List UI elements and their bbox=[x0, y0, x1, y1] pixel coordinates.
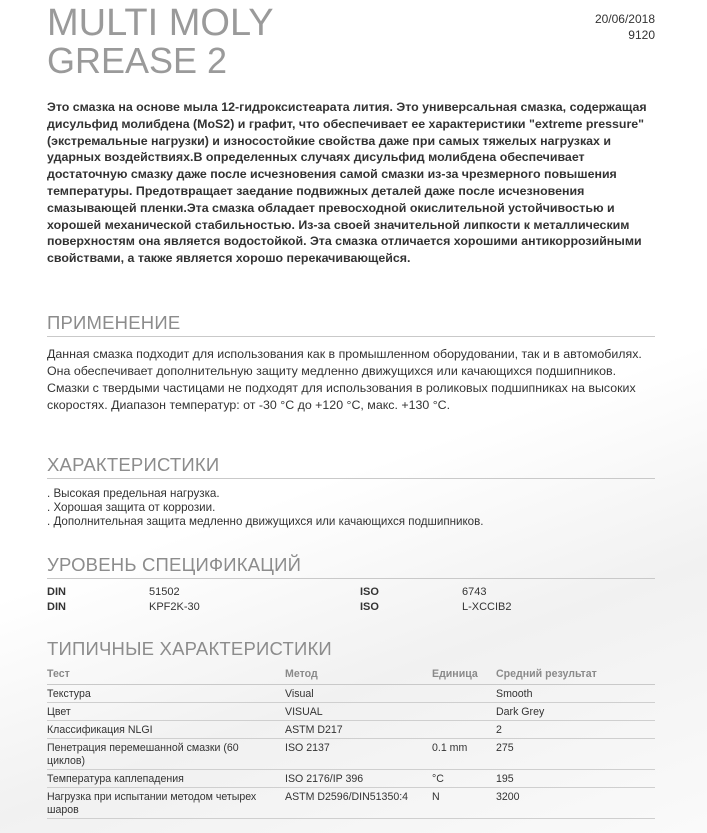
cell-result: 275 bbox=[496, 742, 514, 754]
section-title-specs: УРОВЕНЬ СПЕЦИФИКАЦИЙ bbox=[47, 554, 302, 575]
product-title-line2: GREASE 2 bbox=[47, 40, 228, 81]
table-header bbox=[47, 666, 655, 685]
cell-method: ASTM D217 bbox=[285, 724, 343, 736]
spec-standard: ISO bbox=[360, 586, 379, 598]
document-code: 9120 bbox=[628, 28, 655, 42]
header-test: Тест bbox=[47, 668, 70, 680]
spec-value: 51502 bbox=[149, 586, 180, 598]
cell-test: Нагрузка при испытании методом четырех шаров bbox=[47, 791, 257, 816]
header-method: Метод bbox=[285, 668, 318, 680]
feature-item: . Хорошая защита от коррозии. bbox=[47, 501, 216, 515]
cell-method: ISO 2137 bbox=[285, 742, 330, 754]
spec-row bbox=[47, 585, 655, 600]
cell-result: 3200 bbox=[496, 791, 520, 803]
cell-test: Текстура bbox=[47, 688, 91, 700]
cell-result: Smooth bbox=[496, 688, 533, 700]
spec-value: L-XCCIB2 bbox=[462, 600, 512, 613]
spec-standard: DIN bbox=[47, 600, 66, 613]
cell-method: Visual bbox=[285, 688, 314, 700]
section-divider bbox=[47, 336, 655, 337]
section-title-application: ПРИМЕНЕНИЕ bbox=[47, 312, 181, 333]
cell-result: 2 bbox=[496, 724, 502, 736]
table-row bbox=[47, 739, 655, 770]
section-title-typical: ТИПИЧНЫЕ ХАРАКТЕРИСТИКИ bbox=[47, 638, 332, 659]
spec-table bbox=[47, 585, 655, 614]
intro-paragraph: Это смазка на основе мыла 12-гидроксистеарата лития. Это универсальная смазка, содержащая дисульфид молибдена (MoS2) и графит, что обеспечивает ее характеристики "extreme pressure" (экстремальные нагрузки) и износостойкие свойства даже при самых тяжелых нагрузках и ударных воздействиях.В определенных случаях дисульфид молибдена обеспечивает достаточную смазку даже после исчезновения самой смазки из-за чрезмерного повышения температуры. Предотвращает заедание подвижных деталей даже после исчезновения смазывающей пленки.Эта смазка обладает превосходной окислительной устойчивостью и хорошей механической стабильностью. Из-за своей значительной липкости к металлическим поверхностям она является водостойкой. Эта смазка отличается хорошими антикоррозийными свойствами, а также является хорошо перекачивающейся. bbox=[47, 100, 647, 266]
table-row bbox=[47, 685, 655, 703]
section-divider bbox=[47, 578, 655, 579]
cell-result: Dark Grey bbox=[496, 706, 545, 718]
cell-method: ISO 2176/IP 396 bbox=[285, 773, 364, 785]
product-title bbox=[47, 4, 274, 80]
feature-item: . Высокая предельная нагрузка. bbox=[47, 487, 220, 500]
document-date: 20/06/2018 bbox=[594, 12, 655, 26]
cell-unit: °C bbox=[432, 773, 444, 785]
header-result: Средний результат bbox=[496, 668, 597, 680]
product-title-line1: MULTI MOLY bbox=[47, 2, 274, 44]
cell-test: Температура каплепадения bbox=[47, 773, 184, 785]
cell-method: ASTM D2596/DIN51350:4 bbox=[285, 791, 409, 803]
document-meta bbox=[595, 11, 655, 43]
cell-test: Пенетрация перемешанной смазки (60 циклов) bbox=[47, 742, 239, 767]
table-row bbox=[47, 721, 655, 739]
typical-table bbox=[47, 666, 655, 819]
table-row bbox=[47, 788, 655, 819]
spec-row bbox=[47, 600, 655, 615]
table-row bbox=[47, 770, 655, 788]
cell-test: Классификация NLGI bbox=[47, 724, 153, 736]
application-text: Данная смазка подходит для использования как в промышленном оборудовании, так и в автомобилях. Она обеспечивает дополнительную защиту медленно движущихся или качающихся подшипников. Смазки с твердыми частицами не подходят для использования в роликовых подшипниках на высоких скоростях. Диапазон температур: от -30 °C до +120 °C, макс. +130 °C. bbox=[47, 347, 642, 412]
header-unit: Единица bbox=[432, 668, 478, 680]
cell-result: 195 bbox=[496, 773, 514, 785]
table-row bbox=[47, 703, 655, 721]
feature-item: . Дополнительная защита медленно движущихся или качающихся подшипников. bbox=[47, 515, 484, 529]
cell-unit: 0.1 mm bbox=[432, 742, 468, 754]
spec-standard: DIN bbox=[47, 586, 66, 598]
cell-test: Цвет bbox=[47, 706, 71, 718]
spec-value: 6743 bbox=[462, 586, 487, 598]
section-title-features: ХАРАКТЕРИСТИКИ bbox=[47, 454, 220, 475]
spec-standard: ISO bbox=[360, 600, 379, 613]
section-divider bbox=[47, 478, 655, 479]
cell-method: VISUAL bbox=[285, 706, 323, 718]
spec-value: KPF2K-30 bbox=[149, 600, 200, 613]
features-list bbox=[47, 487, 484, 530]
cell-unit: N bbox=[432, 791, 440, 803]
